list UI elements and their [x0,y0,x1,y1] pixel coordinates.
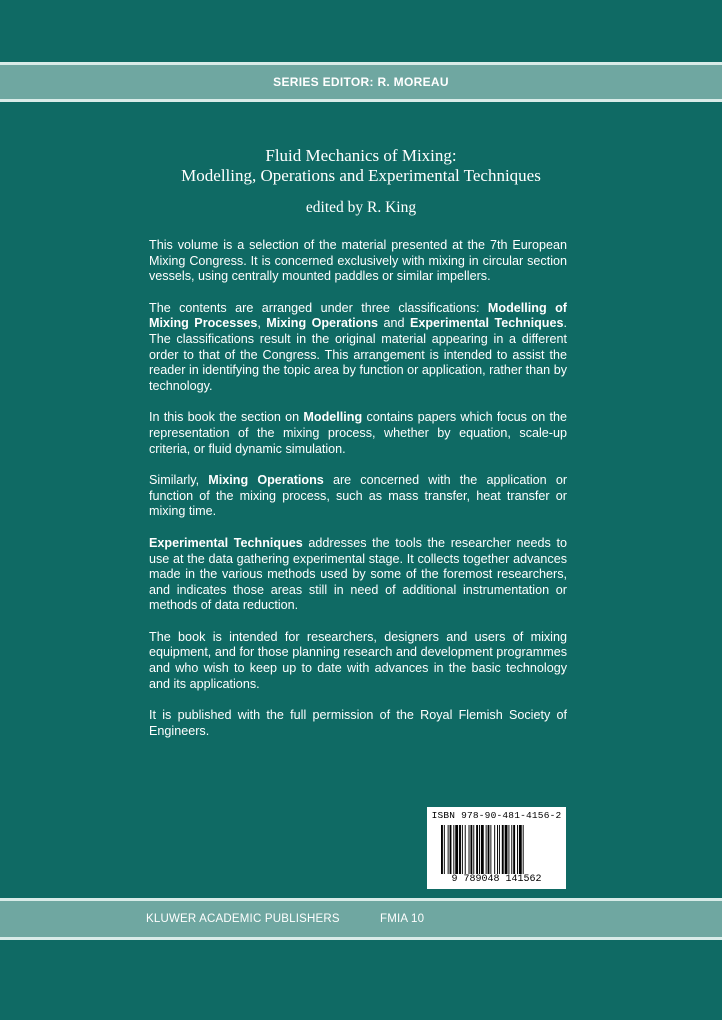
p3-bold-modelling: Modelling [303,410,363,425]
paragraph-5 [149,536,567,614]
paragraph-4 [149,473,567,520]
series-editor-band [0,62,722,102]
p2-text-e: . The classifications result in the original material appearing in a different order to that of the Congress. This arrangement is intended to assist the reader in identifying the topic area by function or application, rather than by technology. [149,316,568,393]
paragraph-3 [149,410,567,457]
p2-bold-techniques: Experimental Techniques [409,316,564,331]
title-line-2: Modelling, Operations and Experimental Techniques [181,166,541,185]
isbn-label: ISBN 978-90-481-4156-2 [431,810,562,821]
p4-bold-operations: Mixing Operations [208,473,324,488]
series-code: FMIA 10 [380,913,425,925]
book-title [0,146,722,186]
p3-text-a: In this book the section on [149,410,304,425]
p2-text-d: and [378,316,410,331]
publisher-band [0,898,722,940]
p2-text-a: The contents are arranged under three classifications: [149,300,488,315]
paragraph-1: This volume is a selection of the material presented at the 7th European Mixing Congress. It is concerned exclusively with mixing in circular section vessels, using centrally mounted paddles or similar impellers. [149,238,567,284]
series-editor-label: SERIES EDITOR: R. MOREAU [273,75,449,89]
paragraph-2 [149,301,567,395]
paragraph-6: The book is intended for researchers, designers and users of mixing equipment, and for those planning research and development programmes and who wish to keep up to date with advances in the basic technology and its applications. [149,629,567,691]
title-line-1: Fluid Mechanics of Mixing: [265,146,457,165]
paragraph-7: It is published with the full permission of the Royal Flemish Society of Engineers. [149,708,567,738]
p2-bold-modelling: Modelling of Mixing Processes [149,300,567,331]
p2-bold-operations: Mixing Operations [266,316,379,331]
p5-bold-techniques: Experimental Techniques [149,535,303,550]
p4-text-c: are concerned with the application or function of the mixing process, such as mass transfer, heat transfer or mixing time. [149,473,568,519]
ean-label: 9 789048 141562 [451,874,542,885]
blurb [149,238,567,755]
barcode-bars-icon [441,825,552,874]
publisher-name: KLUWER ACADEMIC PUBLISHERS [146,913,340,925]
p4-text-a: Similarly, [149,473,209,488]
barcode [427,807,566,889]
p5-text-c: addresses the tools the researcher needs to use at the data gathering experimental stage. It collects together advances made in the various methods used by some of the foremost researchers, and indicates those areas still in need of additional instrumentation or methods of data reduction. [149,535,567,613]
p3-text-c: contains papers which focus on the representation of the mixing process, whether by equation, scale-up criteria, or fluid dynamic simulation. [149,410,567,456]
editor-credit: edited by R. King [305,199,417,216]
p2-text-c: , [257,316,267,331]
